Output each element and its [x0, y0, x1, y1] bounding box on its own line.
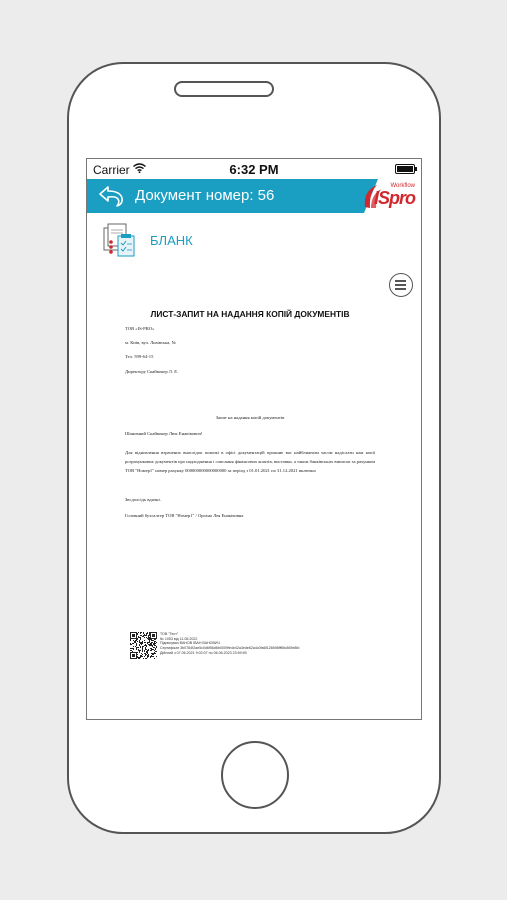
qr-code-icon [130, 632, 157, 659]
document-subject: Запит на надання копій документів [215, 414, 285, 420]
document-signer: Головний бухгалтер ТОВ "Номер1" / Органа Лея Енаківовна [125, 513, 244, 519]
ispro-logo [361, 179, 419, 213]
phone-speaker [174, 81, 274, 97]
page-title: Документ номер: 56 [135, 187, 275, 204]
app-screen [86, 158, 422, 720]
document-closing: Звсдолсідь вдячні. [125, 497, 161, 503]
carrier-label: Carrier [93, 163, 130, 177]
document-form-icon [101, 222, 139, 258]
status-bar [87, 159, 421, 179]
battery-icon [395, 164, 415, 174]
back-arrow-icon[interactable] [97, 184, 127, 208]
signature-info [160, 632, 299, 655]
section-label: БЛАНК [150, 233, 193, 248]
document-salutation: Шановний Скайвокер Люк Енаківович! [125, 430, 203, 436]
signature-line: Підписувач ВАНОВ ІВАН ВАНОВИЧ [160, 641, 220, 646]
signature-line: № 1053 від 11.08.2022 [160, 636, 198, 641]
signature-line: ТОВ "Тест" [160, 632, 179, 636]
address-line: м. Київ, вул. Львівська, № [125, 340, 176, 346]
document-preview [125, 309, 375, 520]
menu-icon[interactable] [389, 273, 413, 297]
blank-section [87, 213, 421, 261]
address-line: Тел. 599-64-15 [125, 354, 154, 360]
document-title: ЛИСТ-ЗАПИТ НА НАДАННЯ КОПІЙ ДОКУМЕНТІВ [150, 309, 350, 319]
address-line: Директору Скайвокер Л. Е. [125, 368, 179, 374]
logo-text: ISpro [373, 188, 415, 208]
address-line: ТОВ «IS-PRO» [125, 326, 155, 331]
app-header [87, 179, 421, 213]
signature-line: Сертифікат 3b0784f2ae5c0d6f56d6b0009fe4e42a3ede62a4c0fa6f126698fff6fc869e8fd [160, 646, 300, 651]
document-address [125, 326, 375, 375]
home-button[interactable] [221, 741, 289, 809]
logo-workflow-text: Workflow [390, 183, 415, 189]
document-body: Для відновлення втрачених внаслідок пожежі в офісі документацій прошню вас найближчим часом надіслати нам копії розрахункових документів про надходження і списання фінансових коштів, виставки, а також банківських виписок за рахунком ТОВ "Номер1" номер рахунку 000000000000000000 за період з 01.01.2021 по 31.12.2021 включно [125, 450, 375, 473]
signature-line: Дійсний з 07.06.2021 9:02:07 по 06.06.2023 23:59:59 [160, 650, 247, 655]
clock: 6:32 PM [229, 162, 279, 177]
